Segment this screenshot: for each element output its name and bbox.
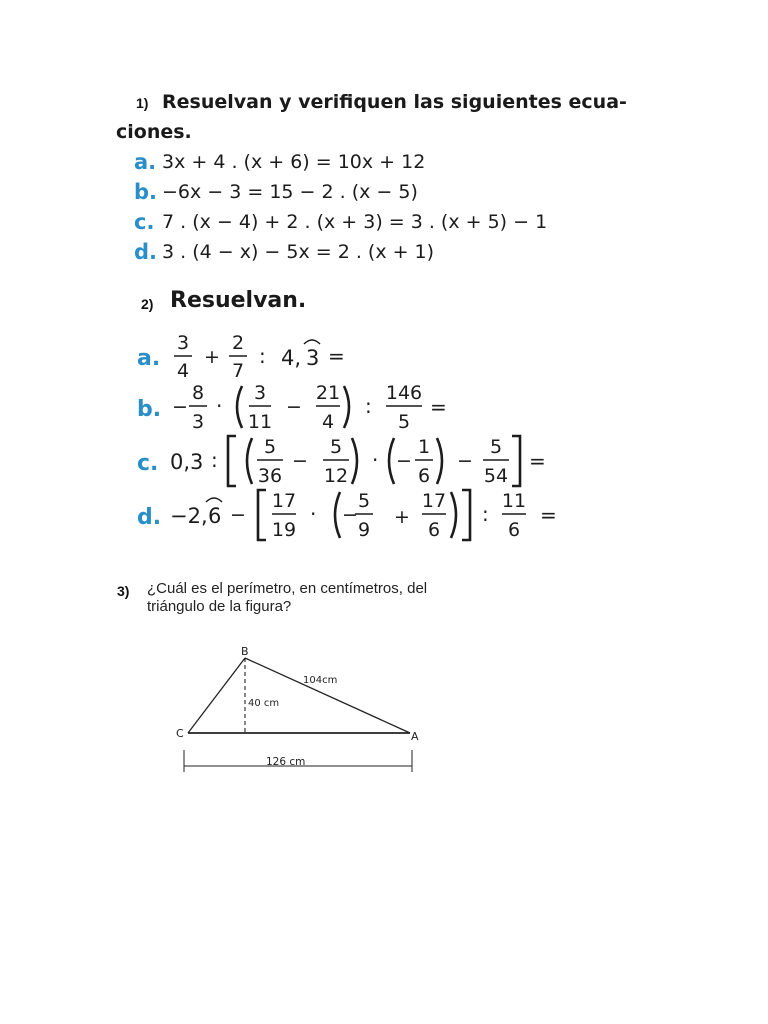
item-letter: a. (134, 150, 157, 174)
open-bracket (228, 436, 236, 486)
close-bracket (462, 490, 470, 540)
periodic-arc (304, 340, 320, 344)
negative-sign: − (342, 504, 358, 526)
open-paren (389, 438, 394, 484)
fraction-denominator: 11 (247, 411, 273, 433)
question-text: ¿Cuál es el perímetro, en centímetros, del (147, 580, 428, 597)
fraction-denominator: 12 (323, 465, 349, 487)
periodic-digit: 3 (306, 346, 320, 370)
open-bracket (258, 490, 266, 540)
fraction-denominator: 7 (231, 360, 245, 382)
exercise-instruction: Resuelvan y verifiquen las siguientes ecua- (162, 91, 627, 113)
item-letter: b. (134, 180, 158, 204)
close-paren (437, 438, 442, 484)
item-letter: d. (137, 505, 162, 530)
fraction-numerator: 17 (421, 490, 447, 512)
close-bracket (512, 436, 520, 486)
close-paren (352, 438, 357, 484)
fraction (323, 436, 349, 487)
periodic-arc (206, 498, 222, 502)
fraction-expressions (0, 325, 768, 545)
fraction (316, 382, 340, 433)
fraction (174, 332, 192, 382)
equation: −6x − 3 = 15 − 2 . (x − 5) (162, 181, 418, 203)
multiplication-dot: · (372, 448, 379, 472)
close-paren (344, 386, 349, 428)
equation: 3 . (4 − x) − 5x = 2 . (x + 1) (162, 241, 435, 263)
fraction-numerator: 5 (329, 436, 343, 458)
item-letter: d. (134, 240, 158, 264)
equals-sign: = (328, 344, 345, 368)
vertex-label-c: C (176, 727, 184, 740)
fraction-denominator: 5 (397, 411, 411, 433)
expression-a (137, 332, 345, 382)
fraction-numerator: 2 (231, 332, 245, 354)
item-letter: c. (134, 210, 155, 234)
open-paren (335, 492, 340, 538)
fraction (483, 436, 509, 487)
division-sign: : (211, 448, 218, 472)
fraction-numerator: 17 (271, 490, 297, 512)
fraction (248, 382, 272, 433)
exercise-instruction-continued: ciones. (116, 121, 192, 143)
plus-sign: + (394, 506, 410, 528)
height-label: 40 cm (248, 698, 280, 709)
minus-sign: − (286, 396, 302, 418)
fraction-denominator: 54 (483, 465, 509, 487)
exercise-number: 3) (117, 583, 130, 599)
exercise-instruction: Resuelvan. (170, 288, 307, 313)
base-label: 126 cm (266, 756, 306, 768)
minus-sign: − (457, 450, 473, 472)
triangle-figure (170, 640, 430, 780)
fraction-numerator: 3 (176, 332, 190, 354)
vertex-label-b: B (241, 645, 249, 658)
item-letter: c. (137, 451, 159, 476)
fraction-numerator: 8 (191, 382, 205, 404)
fraction (272, 490, 296, 541)
minus-sign: − (292, 450, 308, 472)
equals-sign: = (430, 395, 447, 419)
fraction-denominator: 36 (257, 465, 283, 487)
fraction-numerator: 11 (501, 490, 527, 512)
division-sign: : (482, 502, 489, 526)
expression-d (137, 490, 557, 541)
fraction-numerator: 3 (253, 382, 267, 404)
side-ab (245, 658, 410, 733)
periodic-digit: 6 (208, 504, 222, 528)
fraction (386, 382, 422, 433)
fraction (415, 436, 433, 487)
equation: 7 . (x − 4) + 2 . (x + 3) = 3 . (x + 5) − 1 (162, 211, 548, 233)
multiplication-dot: · (216, 394, 223, 418)
fraction-denominator: 6 (507, 519, 521, 541)
fraction-denominator: 9 (357, 519, 371, 541)
fraction-numerator: 5 (489, 436, 503, 458)
fraction-denominator: 3 (191, 411, 205, 433)
multiplication-dot: · (310, 502, 317, 526)
item-letter: b. (137, 397, 162, 422)
fraction (257, 436, 283, 487)
fraction (189, 382, 207, 433)
open-paren (247, 438, 252, 484)
decimal-number: 0,3 (170, 450, 204, 474)
minus-sign: − (230, 504, 246, 526)
fraction-denominator: 19 (271, 519, 297, 541)
expression-c (137, 436, 546, 487)
equation: 3x + 4 . (x + 6) = 10x + 12 (162, 151, 426, 173)
fraction-numerator: 146 (385, 382, 423, 404)
vertex-label-a: A (411, 730, 419, 743)
fraction-denominator: 4 (176, 360, 190, 382)
fraction-numerator: 5 (263, 436, 277, 458)
division-sign: : (259, 344, 266, 368)
side-cb (188, 658, 245, 733)
exercise-number: 2) (141, 296, 154, 312)
fraction-denominator: 6 (417, 465, 431, 487)
fraction-numerator: 21 (315, 382, 341, 404)
fraction-numerator: 1 (417, 436, 431, 458)
fraction (422, 490, 446, 541)
side-ab-label: 104cm (303, 675, 338, 686)
item-letter: a. (137, 346, 161, 371)
decimal-number: 4, (281, 346, 302, 370)
plus-sign: + (204, 346, 220, 368)
fraction-denominator: 4 (321, 411, 335, 433)
exercise-number: 1) (136, 95, 149, 111)
minus-sign: − (172, 396, 188, 418)
division-sign: : (365, 394, 372, 418)
fraction (229, 332, 247, 382)
fraction-denominator: 6 (427, 519, 441, 541)
fraction-numerator: 5 (357, 490, 371, 512)
equals-sign: = (529, 449, 546, 473)
question-text-continued: triángulo de la figura? (147, 598, 292, 615)
expression-b (137, 382, 447, 433)
equals-sign: = (540, 503, 557, 527)
leading-decimal: −2, (170, 504, 208, 528)
fraction (502, 490, 526, 541)
close-paren (451, 492, 456, 538)
open-paren (237, 386, 242, 428)
negative-sign: − (396, 450, 412, 472)
